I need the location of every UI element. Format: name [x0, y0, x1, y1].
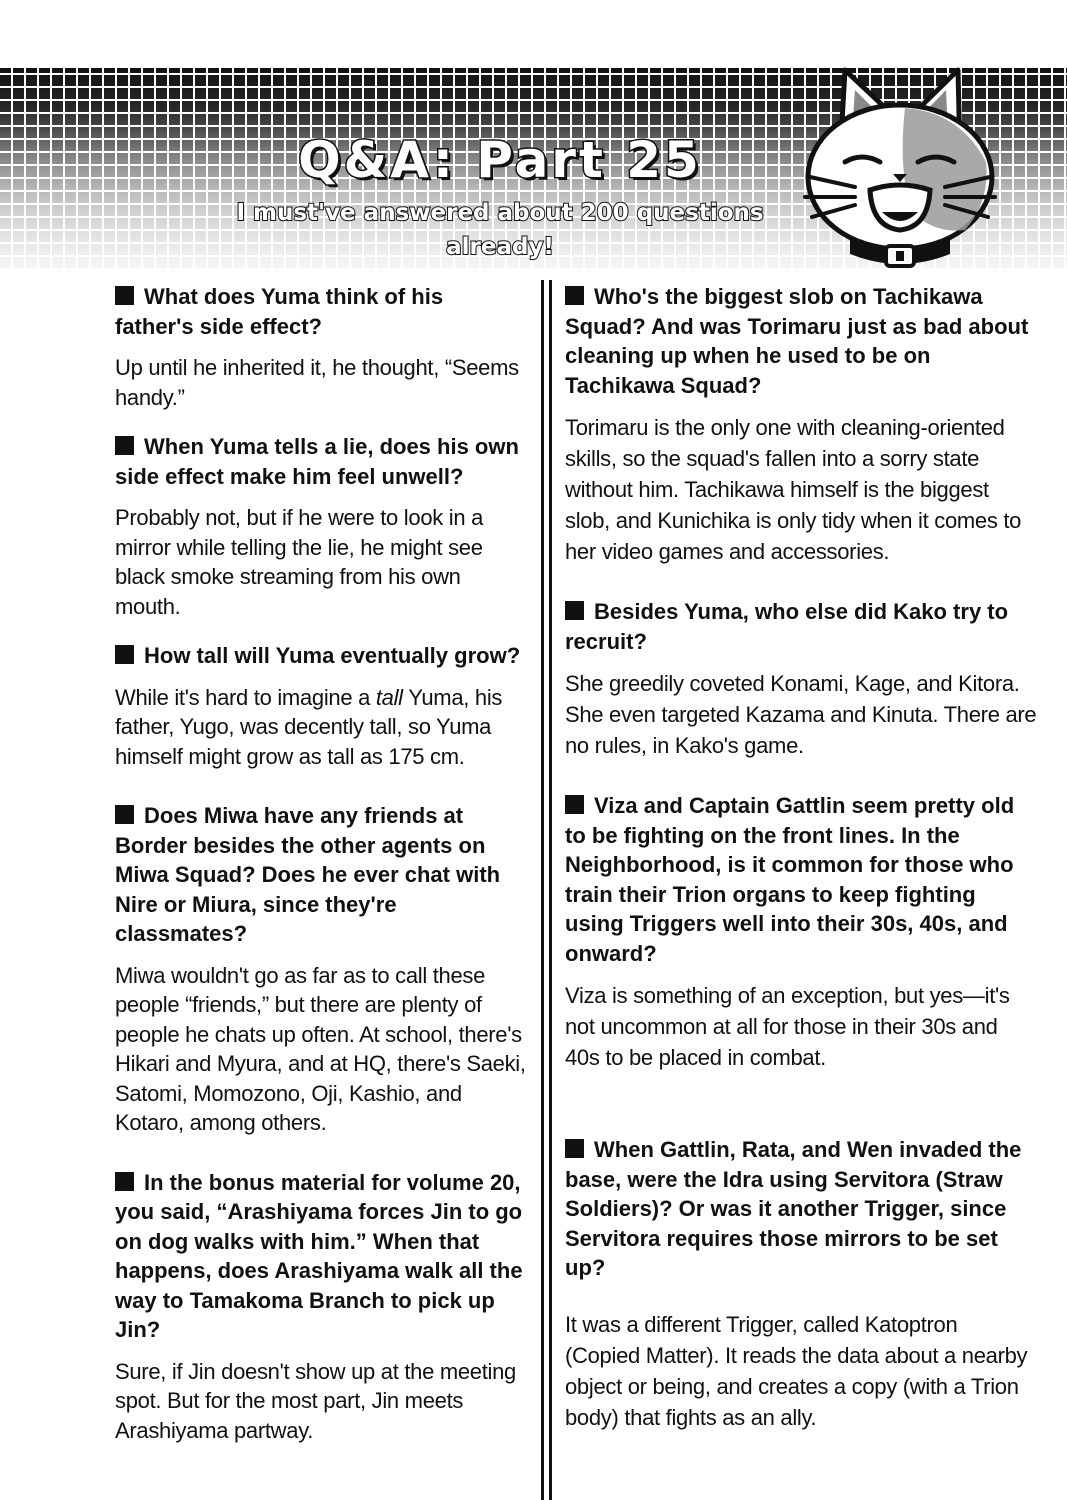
answer-item: It was a different Trigger, called Katoptron (Copied Matter). It reads the data about a nearby object or being, and creates a copy (with a Trion body) that fights as an ally.: [565, 1311, 1028, 1430]
answer-item: Sure, if Jin doesn't show up at the meeting spot. But for the most part, Jin meets Arashiyama partway.: [115, 1358, 516, 1443]
bullet-square-icon: [115, 805, 134, 824]
question-item: Who's the biggest slob on Tachikawa Squad? And was Torimaru just as bad about cleaning up when he used to be on Tachikawa Squad?: [565, 284, 1029, 398]
cat-mascot-icon: [800, 62, 1000, 277]
question-item: Besides Yuma, who else did Kako try to recruit?: [565, 599, 1009, 654]
question-item: How tall will Yuma eventually grow?: [115, 641, 527, 671]
right-column: [565, 282, 1037, 1453]
question-item: Viza and Captain Gattlin seem pretty old to be fighting on the front lines. In the Neighborhood, is it common for those who train their Trion organs to keep fighting using Triggers well into their 30s, 40s, and onward?: [565, 793, 1015, 966]
bullet-square-icon: [565, 601, 584, 620]
bullet-square-icon: [115, 286, 134, 305]
answer-item: Up until he inherited it, he thought, “Seems handy.”: [115, 355, 519, 410]
question-item: In the bonus material for volume 20, you said, “Arashiyama forces Jin to go on dog walks with him.” When that happens, does Arashiyama walk all the way to Tamakoma Branch to pick up Jin?: [115, 1169, 523, 1342]
question-item: When Yuma tells a lie, does his own side effect make him feel unwell?: [115, 434, 519, 489]
bullet-square-icon: [565, 286, 584, 305]
answer-item: She greedily coveted Konami, Kage, and Kitora. She even targeted Kazama and Kinuta. There are no rules, in Kako's game.: [565, 671, 1037, 758]
answer-item: Viza is something of an exception, but yes—it's not uncommon at all for those in their 30s and 40s to be placed in combat.: [565, 983, 1010, 1070]
answer-item: While it's hard to imagine a tall Yuma, his father, Yugo, was decently tall, so Yuma himself might grow as tall as 175 cm.: [115, 684, 503, 769]
bullet-square-icon: [115, 436, 134, 455]
bullet-square-icon: [115, 645, 134, 664]
question-item: What does Yuma think of his father's side effect?: [115, 284, 444, 339]
page-title: Q&A: Part 25: [298, 131, 702, 189]
question-item: When Gattlin, Rata, and Wen invaded the base, were the Idra using Servitora (Straw Soldiers)? Or was it another Trigger, since Servitora requires those mirrors to be set up?: [565, 1137, 1022, 1280]
page-subtitle: I must've answered about 200 questions already!: [236, 200, 764, 260]
left-column: [115, 282, 527, 1465]
question-item: Does Miwa have any friends at Border besides the other agents on Miwa Squad? Does he ever chat with Nire or Miura, since they're classmates?: [115, 803, 501, 946]
answer-item: Torimaru is the only one with cleaning-oriented skills, so the squad's fallen into a sorry state without him. Tachikawa himself is the biggest slob, and Kunichika is only tidy when it comes to her video games and accessories.: [565, 415, 1022, 564]
title-area: [230, 130, 770, 190]
bullet-square-icon: [565, 795, 584, 814]
answer-item: Miwa wouldn't go as far as to call these people “friends,” but there are plenty of people he chats up often. At school, there's Hikari and Myura, and at HQ, there's Saeki, Satomi, Momozono, Oji, Kashio, and Kotaro, among others.: [115, 962, 526, 1135]
bullet-square-icon: [565, 1139, 584, 1158]
bullet-square-icon: [115, 1172, 134, 1191]
answer-item: Probably not, but if he were to look in a mirror while telling the lie, he might see black smoke streaming from his own mouth.: [115, 505, 484, 619]
column-divider: [541, 280, 552, 1500]
